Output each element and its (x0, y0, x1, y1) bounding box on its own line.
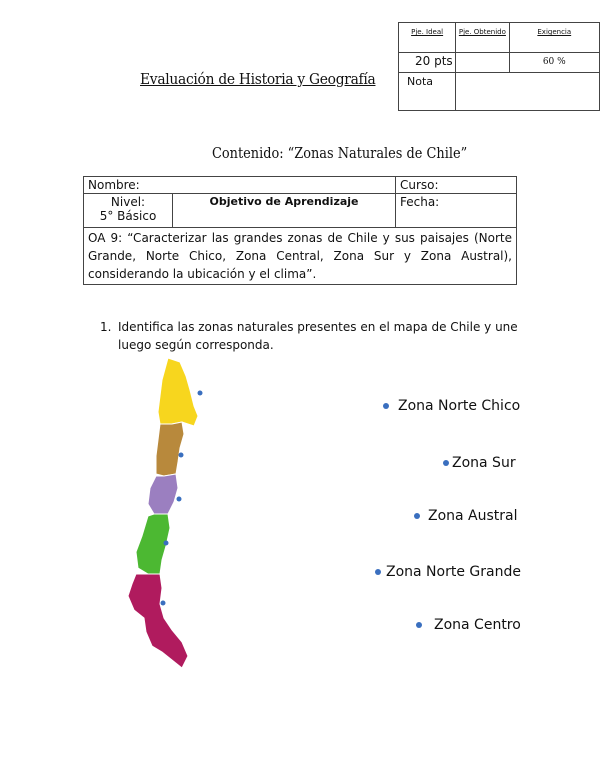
zone-norte-grande-shape (158, 358, 198, 426)
bullet-dot (414, 513, 420, 519)
zone-norte-chico-shape (156, 422, 184, 476)
label-zona-sur[interactable] (443, 455, 516, 471)
question-1 (100, 318, 520, 354)
nivel-value: 5° Básico (99, 209, 157, 223)
bullet-dot (383, 403, 389, 409)
page-title: Evaluación de Historia y Geografía (140, 70, 376, 88)
label-text: Zona Centro (434, 617, 521, 633)
bullet-dot (375, 569, 381, 575)
fecha-field[interactable]: Fecha: (396, 194, 517, 228)
nombre-field[interactable]: Nombre: (84, 177, 396, 194)
content-subtitle: Contenido: “Zonas Naturales de Chile” (212, 144, 468, 162)
chile-map (120, 356, 220, 676)
map-dot-norte-grande[interactable] (198, 391, 203, 396)
nota-label: Nota (399, 73, 456, 111)
header-exigencia: Exigencia (509, 23, 599, 53)
ideal-value: 20 pts (399, 53, 456, 73)
label-text: Zona Norte Grande (386, 564, 521, 580)
map-dot-central[interactable] (177, 497, 182, 502)
student-info-table (83, 176, 517, 285)
objetivo-heading: Objetivo de Aprendizaje (173, 194, 396, 228)
label-zona-austral[interactable] (414, 508, 518, 524)
map-dot-austral[interactable] (161, 601, 166, 606)
obtenido-value[interactable] (456, 53, 509, 73)
nivel-label: Nivel: (110, 195, 146, 209)
header-pje-obtenido: Pje. Obtenido (456, 23, 509, 53)
map-dot-norte-chico[interactable] (179, 453, 184, 458)
label-zona-norte-chico[interactable] (383, 398, 520, 414)
question-text: Identifica las zonas naturales presentes en el mapa de Chile y une luego según corresponda. (118, 320, 518, 352)
label-text: Zona Sur (452, 455, 516, 471)
map-dot-sur[interactable] (164, 541, 169, 546)
bullet-dot (416, 622, 422, 628)
label-zona-norte-grande[interactable] (375, 564, 521, 580)
oa-objective: OA 9: “Caracterizar las grandes zonas de Chile y sus paisajes (Norte Grande, Norte Chico, Zona Central, Zona Sur y Zona Austral), considerando la ubicación y el clima”. (84, 228, 517, 285)
label-zona-centro[interactable] (416, 617, 521, 633)
zone-central-shape (148, 474, 178, 514)
header-pje-ideal: Pje. Ideal (399, 23, 456, 53)
label-text: Zona Norte Chico (398, 398, 521, 414)
bullet-dot (443, 460, 449, 466)
curso-field[interactable]: Curso: (396, 177, 517, 194)
label-text: Zona Austral (428, 508, 518, 524)
score-table (398, 22, 600, 111)
zone-austral-shape (128, 574, 188, 668)
nota-value[interactable] (456, 73, 600, 111)
exigencia-value: 60 % (509, 53, 599, 73)
nivel-cell (84, 194, 173, 228)
question-number: 1. (100, 320, 112, 334)
